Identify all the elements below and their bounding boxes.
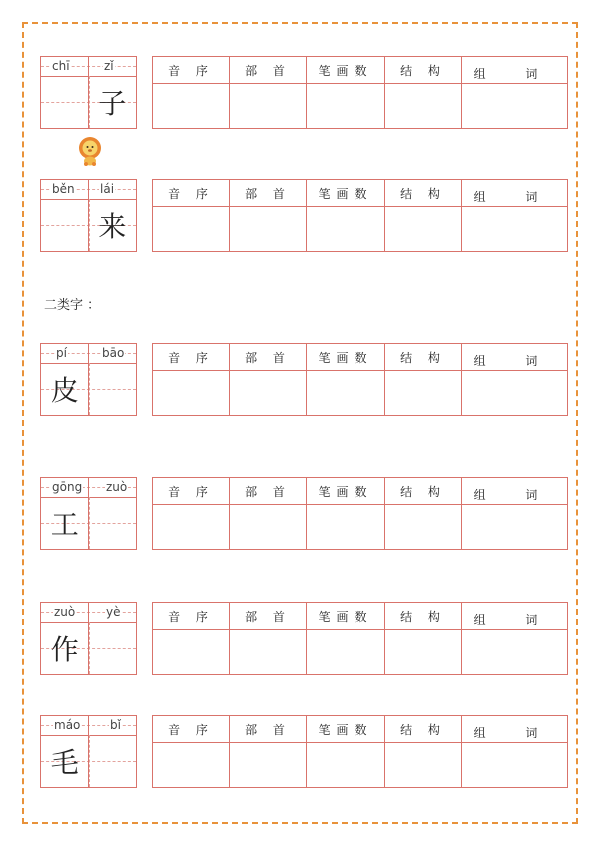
pinyin-left: zuò [54,605,76,619]
header-zuci: 组 词 [473,189,556,204]
hanzi: 皮 [50,374,79,407]
answer-cell[interactable] [230,371,307,415]
lion-icon [76,136,104,166]
header-zuci: 组 词 [473,612,556,627]
header-jiegou: 结 构 [385,603,462,629]
header-jiegou: 结 构 [385,716,462,742]
header-bushou: 部 首 [230,478,307,504]
section-title: 二类字 ： [44,298,101,313]
hanzi: 子 [98,87,127,120]
answer-cell[interactable] [153,743,230,787]
answer-cell[interactable] [153,371,230,415]
answer-cell[interactable] [307,371,385,415]
header-bushou: 部 首 [230,716,307,742]
info-table [152,56,568,129]
header-jiegou: 结 构 [385,180,462,206]
header-yinxu: 音 序 [153,344,230,370]
answer-cell[interactable] [230,207,307,251]
answer-cell[interactable] [462,743,567,787]
header-zuci: 组 词 [473,487,556,502]
answer-cell[interactable] [462,505,567,549]
answer-cell[interactable] [385,505,462,549]
answer-cell[interactable] [462,371,567,415]
answer-cell[interactable] [153,84,230,128]
answer-cell[interactable] [307,207,385,251]
answer-cell[interactable] [385,207,462,251]
pinyin-right: bǐ [110,718,121,732]
info-table [152,343,568,416]
pinyin-left: pí [56,346,67,360]
answer-cell[interactable] [230,84,307,128]
answer-cell[interactable] [385,371,462,415]
header-zuci: 组 词 [473,353,556,368]
answer-cell[interactable] [462,84,567,128]
hanzi: 作 [50,633,79,666]
header-bihuashu: 笔画数 [307,716,385,742]
header-bushou: 部 首 [230,180,307,206]
answer-cell[interactable] [307,84,385,128]
answer-cell[interactable] [307,505,385,549]
info-table [152,179,568,252]
header-bihuashu: 笔画数 [307,478,385,504]
header-yinxu: 音 序 [153,716,230,742]
header-bihuashu: 笔画数 [307,180,385,206]
header-yinxu: 音 序 [153,57,230,83]
pinyin-right: bāo [102,346,125,360]
pinyin-right: zǐ [104,59,114,73]
char-box [40,343,137,416]
answer-cell[interactable] [462,630,567,674]
answer-cell[interactable] [385,743,462,787]
header-jiegou: 结 构 [385,344,462,370]
answer-cell[interactable] [385,630,462,674]
char-box [40,56,137,129]
pinyin-right: lái [100,182,115,196]
header-zuci: 组 词 [473,725,556,740]
answer-cell[interactable] [153,630,230,674]
header-bihuashu: 笔画数 [307,603,385,629]
header-yinxu: 音 序 [153,180,230,206]
pinyin-right: zuò [106,480,128,494]
info-table [152,602,568,675]
char-box [40,715,137,788]
header-jiegou: 结 构 [385,57,462,83]
answer-cell[interactable] [462,207,567,251]
pinyin-left: běn [52,182,75,196]
hanzi: 来 [98,210,127,243]
header-bushou: 部 首 [230,57,307,83]
answer-cell[interactable] [230,743,307,787]
pinyin-right: yè [106,605,121,619]
char-box [40,602,137,675]
char-box [40,179,137,252]
answer-cell[interactable] [153,505,230,549]
pinyin-left: gōng [52,480,83,494]
header-zuci: 组 词 [473,66,556,81]
pinyin-left: máo [54,718,81,732]
info-table [152,477,568,550]
answer-cell[interactable] [307,743,385,787]
header-yinxu: 音 序 [153,478,230,504]
hanzi: 工 [50,508,79,541]
info-table [152,715,568,788]
answer-cell[interactable] [230,630,307,674]
answer-cell[interactable] [307,630,385,674]
pinyin-left: chī [52,59,70,73]
hanzi: 毛 [50,746,79,779]
header-bushou: 部 首 [230,603,307,629]
header-bihuashu: 笔画数 [307,344,385,370]
header-jiegou: 结 构 [385,478,462,504]
header-yinxu: 音 序 [153,603,230,629]
answer-cell[interactable] [153,207,230,251]
page-border [22,22,578,824]
header-bihuashu: 笔画数 [307,57,385,83]
answer-cell[interactable] [230,505,307,549]
answer-cell[interactable] [385,84,462,128]
header-bushou: 部 首 [230,344,307,370]
char-box [40,477,137,550]
